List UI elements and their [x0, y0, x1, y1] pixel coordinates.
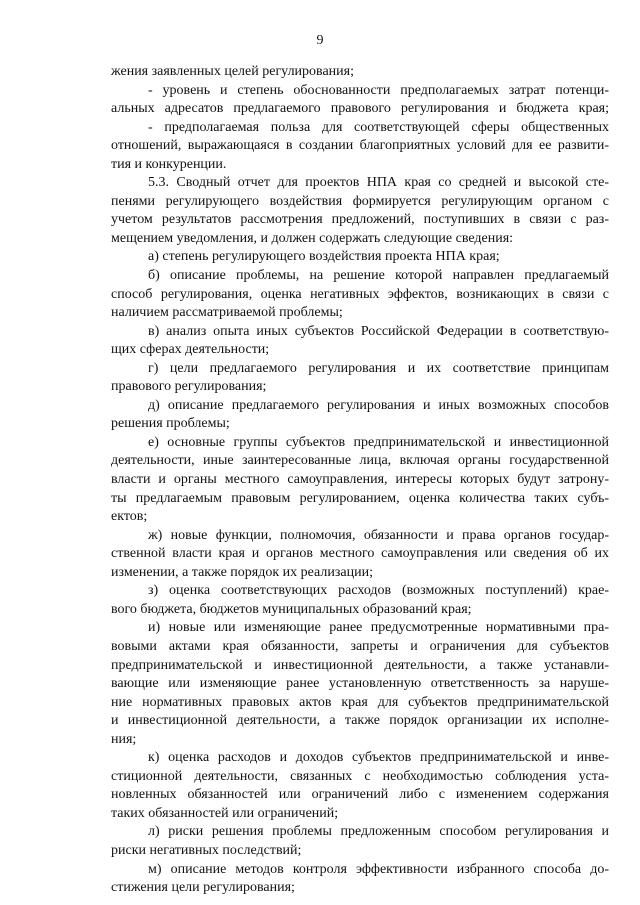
- text-line: вого бюджета, бюджетов муниципальных образований края;: [111, 601, 472, 617]
- text-line: з) оценка соответствующих расходов (возможных поступлений) крае-: [148, 583, 609, 599]
- text-line: к) оценка расходов и доходов субъектов предпринимательской и инве-: [148, 750, 609, 766]
- text-line: л) риски решения проблемы предложенным способом регулирования и: [148, 824, 609, 840]
- text-line: альных адресатов предлагаемого правового регулирования и бюджета края;: [111, 101, 609, 117]
- text-line: вающие или изменяющие ранее установленную ответственность за наруше-: [111, 676, 609, 692]
- text-line: б) описание проблемы, на решение которой направлен предлагаемый: [148, 268, 609, 284]
- page-number: 9: [316, 33, 324, 48]
- text-line: - предполагаемая польза для соответствующей сферы общественных: [148, 119, 609, 135]
- text-line: стиционной деятельности, связанных с необходимостью соблюдения уста-: [111, 768, 609, 784]
- document-body: [111, 63, 609, 898]
- text-line: учетом результатов рассмотрения предложений, поступивших в связи с раз-: [111, 212, 609, 228]
- text-line: ектов;: [111, 509, 148, 525]
- text-line: предпринимательской и инвестиционной деятельности, а также устанавли-: [111, 657, 609, 673]
- text-line: деятельности, иные заинтересованные лица, включая органы государственной: [111, 453, 609, 469]
- text-line: изменении, а также порядок их реализации;: [111, 564, 373, 580]
- text-line: ты предлагаемым правовым регулированием, оценка количества таких субъ-: [111, 490, 609, 506]
- text-line: риски негативных последствий;: [111, 842, 302, 858]
- text-line: мещением уведомления, и должен содержать следующие сведения:: [111, 230, 514, 246]
- text-line: новленных обязанностей или ограничений либо с изменением содержания: [111, 787, 609, 803]
- text-line: вовыми актами края обязанности, запреты и ограничения для субъектов: [111, 638, 609, 654]
- text-line: отношений, выражающаяся в создании благоприятных условий для ее развити-: [111, 138, 609, 154]
- text-line: 5.3. Сводный отчет для проектов НПА края со средней и высокой сте-: [148, 175, 609, 191]
- text-line: д) описание предлагаемого регулирования и иных возможных способов: [148, 397, 609, 413]
- text-line: жения заявленных целей регулирования;: [111, 64, 354, 79]
- text-line: способ регулирования, оценка негативных эффектов, возникающих в связи с: [111, 286, 609, 302]
- text-line: ж) новые функции, полномочия, обязанности и права органов государ-: [148, 527, 609, 543]
- text-line: стижения цели регулирования;: [111, 880, 295, 896]
- text-line: власти и органы местного самоуправления, интересы которых будут затрону-: [111, 472, 609, 488]
- text-line: ственной власти края и органов местного самоуправления или сведения об их: [111, 546, 609, 562]
- text-line: е) основные группы субъектов предпринимательской и инвестиционной: [148, 434, 609, 450]
- text-line: и) новые или изменяющие ранее предусмотренные нормативными пра-: [148, 620, 609, 636]
- text-line: ния;: [111, 731, 137, 747]
- text-line: правового регулирования;: [111, 379, 267, 395]
- text-line: наличием рассматриваемой проблемы;: [111, 305, 343, 321]
- text-line: решения проблемы;: [111, 416, 230, 432]
- text-line: таких обязанностей или ограничений;: [111, 805, 339, 821]
- text-line: тия и конкуренции.: [111, 156, 227, 172]
- text-line: г) цели предлагаемого регулирования и их соответствие принципам: [148, 360, 609, 376]
- text-line: - уровень и степень обоснованности предполагаемых затрат потенци-: [148, 82, 609, 98]
- text-line: ние нормативных правовых актов края для субъектов предпринимательской: [111, 694, 609, 710]
- text-line: а) степень регулирующего воздействия проекта НПА края;: [148, 249, 500, 265]
- text-line: и инвестиционной деятельности, а также порядок организации их исполне-: [111, 713, 609, 729]
- text-line: щих сферах деятельности;: [111, 342, 270, 358]
- text-line: в) анализ опыта иных субъектов Российской Федерации в соответствую-: [148, 323, 609, 339]
- text-line: пенями регулирующего воздействия формируется регулирующим органом с: [111, 193, 609, 209]
- text-line: м) описание методов контроля эффективности избранного способа до-: [148, 861, 609, 877]
